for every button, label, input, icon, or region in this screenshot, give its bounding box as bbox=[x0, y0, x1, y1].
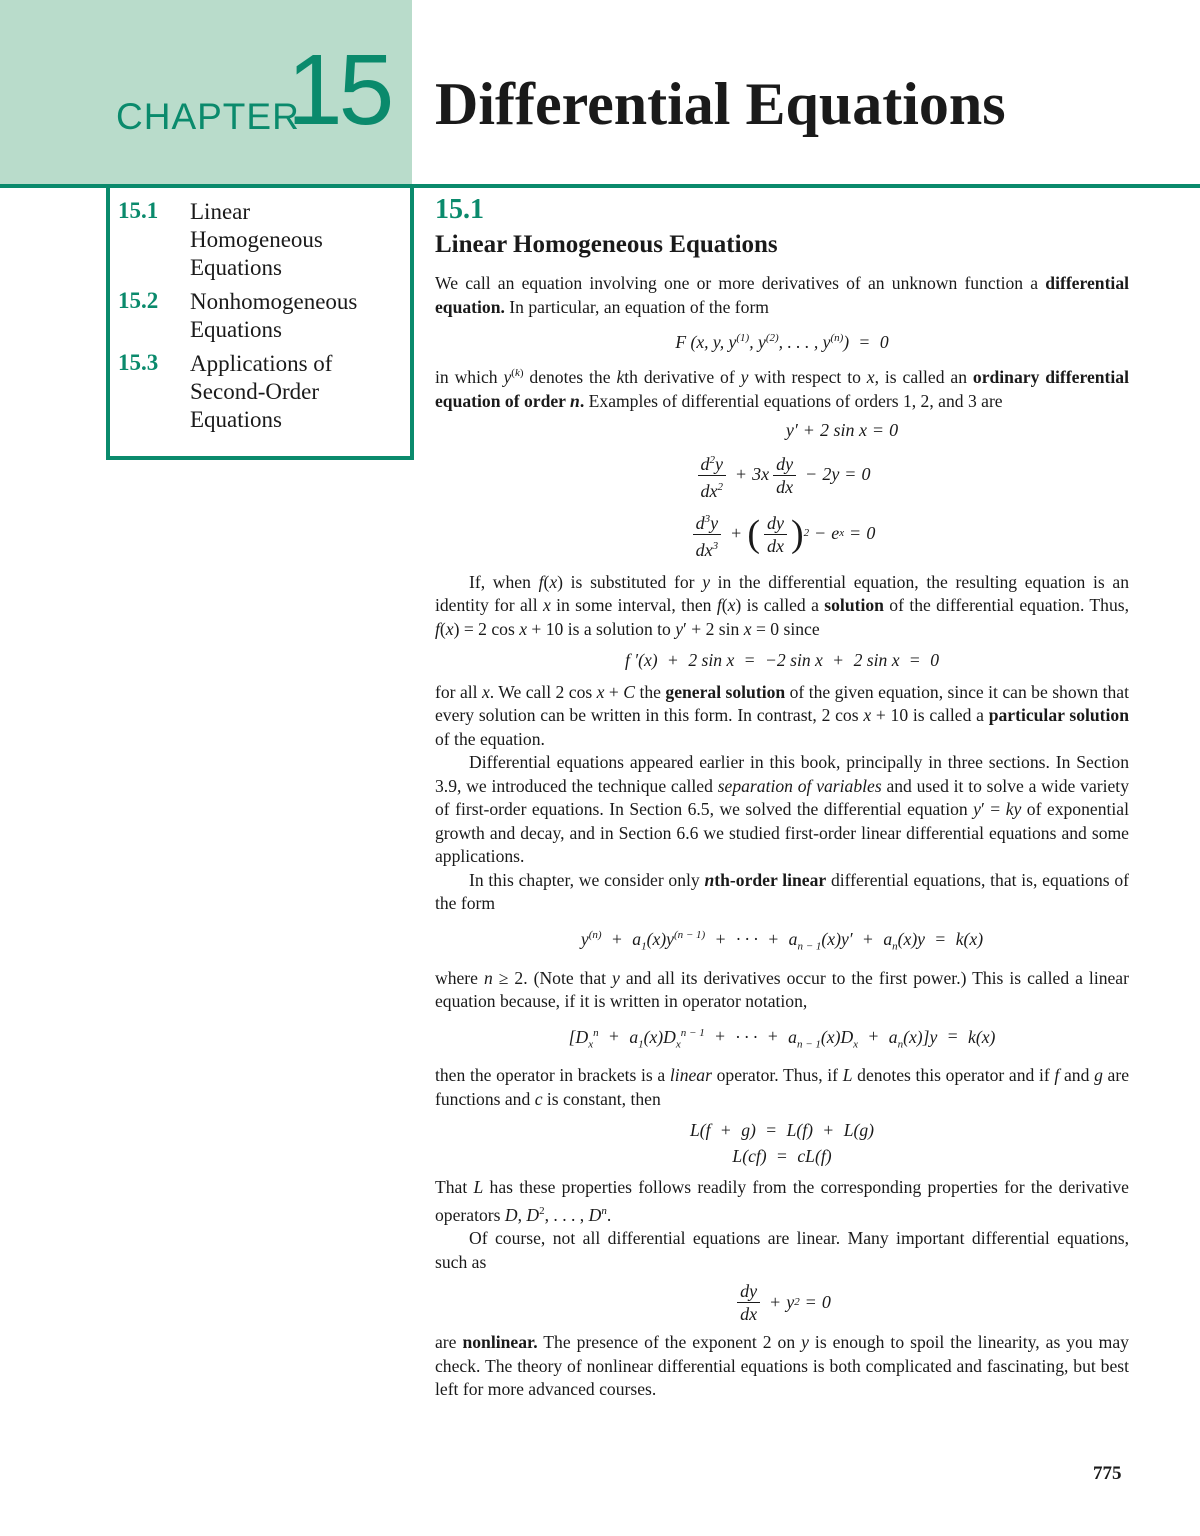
equation: y′ + 2 sin x = 0 bbox=[785, 420, 899, 441]
section-number: 15.1 bbox=[435, 194, 484, 225]
equation: L(f + g) = L(f) + L(g) bbox=[689, 1120, 875, 1141]
paragraph: Of course, not all differential equations are linear. Many important differential equations, such as bbox=[435, 1228, 1129, 1272]
equation: [$D_x^n + a_1(x)D_x^{n - 1}$ + · · · + $a_{n - 1}(x)D_x + a_n(x)]y = k(x)$ bbox=[568, 1026, 996, 1050]
paragraph: If, when f(x) is substituted for y in the differential equation, the resulting equation is an identity for all x in some interval, then f(x) is called a solution of the differential equation. Thus, f(x) = 2 cos x + 10 is a solution to y′ + 2 sin x = 0 since bbox=[435, 571, 1130, 639]
toc-item-label: Nonhomogeneous Equations bbox=[190, 289, 358, 342]
equation: $y^{(n)} + a_1(x)y^{(n - 1)}$ + · · · + $a_{n - 1}(x)y' + a_n(x)y = k(x)$ bbox=[580, 928, 984, 953]
toc-item[interactable] bbox=[110, 198, 410, 282]
paragraph: where n ≥ 2. (Note that y and all its derivatives occur to the first power.) This is called a linear equation because, if it is written in operator notation, bbox=[435, 967, 1129, 1012]
equation: F (x, y, $y^{(1)}$, $y^{(2)}$, . . . , $y^{(n)}) = 0$ bbox=[675, 331, 889, 352]
chapter-title: Differential Equations bbox=[435, 71, 1006, 137]
toc-item-label: Linear Homogeneous Equations bbox=[190, 199, 323, 280]
paragraph: then the operator in brackets is a linear operator. Thus, if L denotes this operator and if f and g are functions and c is constant, then bbox=[435, 1065, 1130, 1109]
paragraph: Differential equations appeared earlier in this book, principally in three sections. In Section 3.9, we introduced the technique called separation of variables and used it to solve a wide variety of first-order equations. In Section 6.5, we solved the differential equation y′ = ky of exponential growth and decay, and in Section 6.6 we studied first-order linear differential equations and some applications. bbox=[435, 752, 1129, 867]
toc-item-label: Applications of Second-Order Equations bbox=[190, 351, 333, 432]
page-number: 775 bbox=[1093, 1463, 1122, 1484]
toc-item[interactable] bbox=[110, 350, 410, 434]
paragraph: for all x. We call 2 cos x + C the general solution of the given equation, since it can be shown that every solution can be written in this form. In contrast, 2 cos x + 10 is called a particular solution of the equation. bbox=[435, 681, 1130, 749]
section-body bbox=[435, 194, 1129, 1402]
paragraph: That L has these properties follows readily from the corresponding properties for the derivative operators D, $D^2$, . . . , $D^n$. bbox=[435, 1177, 1129, 1225]
paragraph: We call an equation involving one or more derivatives of an unknown function a differential equation. In particular, an equation of the form bbox=[435, 273, 1129, 317]
paragraph: in which $y^{(k)}$ denotes the kth derivative of y with respect to x, is called an ordinary differential equation of order n. Examples of differential equations of orders 1, 2, and 3 are bbox=[435, 367, 1129, 411]
equation: L(cf) = cL(f) bbox=[732, 1145, 832, 1166]
section-title: Linear Homogeneous Equations bbox=[435, 231, 778, 258]
toc-item[interactable] bbox=[110, 288, 410, 344]
equation: $\frac{d^3y}{dx^3}$ + ( $\frac{dy}{dx}$ ) 2 − e x = 0 bbox=[435, 508, 1129, 561]
toc-item-number: 15.3 bbox=[118, 350, 159, 375]
toc-item-number: 15.2 bbox=[118, 288, 159, 313]
equation: $\frac{d^2y}{dx^2}$ + 3x $\frac{dy}{dx}$ − 2y = 0 bbox=[435, 449, 1129, 502]
chapter-number: 15 bbox=[287, 34, 391, 146]
equation: $\frac{dy}{dx}$ + y 2 = 0 bbox=[435, 1280, 1129, 1325]
equation: f ′(x) + 2 sin x = −2 sin x + 2 sin x = 0 bbox=[624, 650, 940, 671]
toc-item-number: 15.1 bbox=[118, 198, 159, 223]
chapter-contents bbox=[106, 186, 414, 460]
paragraph: In this chapter, we consider only nth-order linear differential equations, that is, equations of the form bbox=[435, 869, 1129, 914]
paragraph: are nonlinear. The presence of the exponent 2 on y is enough to spoil the linearity, as you may check. The theory of nonlinear differential equations is both complicated and fascinating, but best left for more advanced courses. bbox=[435, 1332, 1129, 1400]
chapter-label: CHAPTER bbox=[116, 96, 300, 137]
